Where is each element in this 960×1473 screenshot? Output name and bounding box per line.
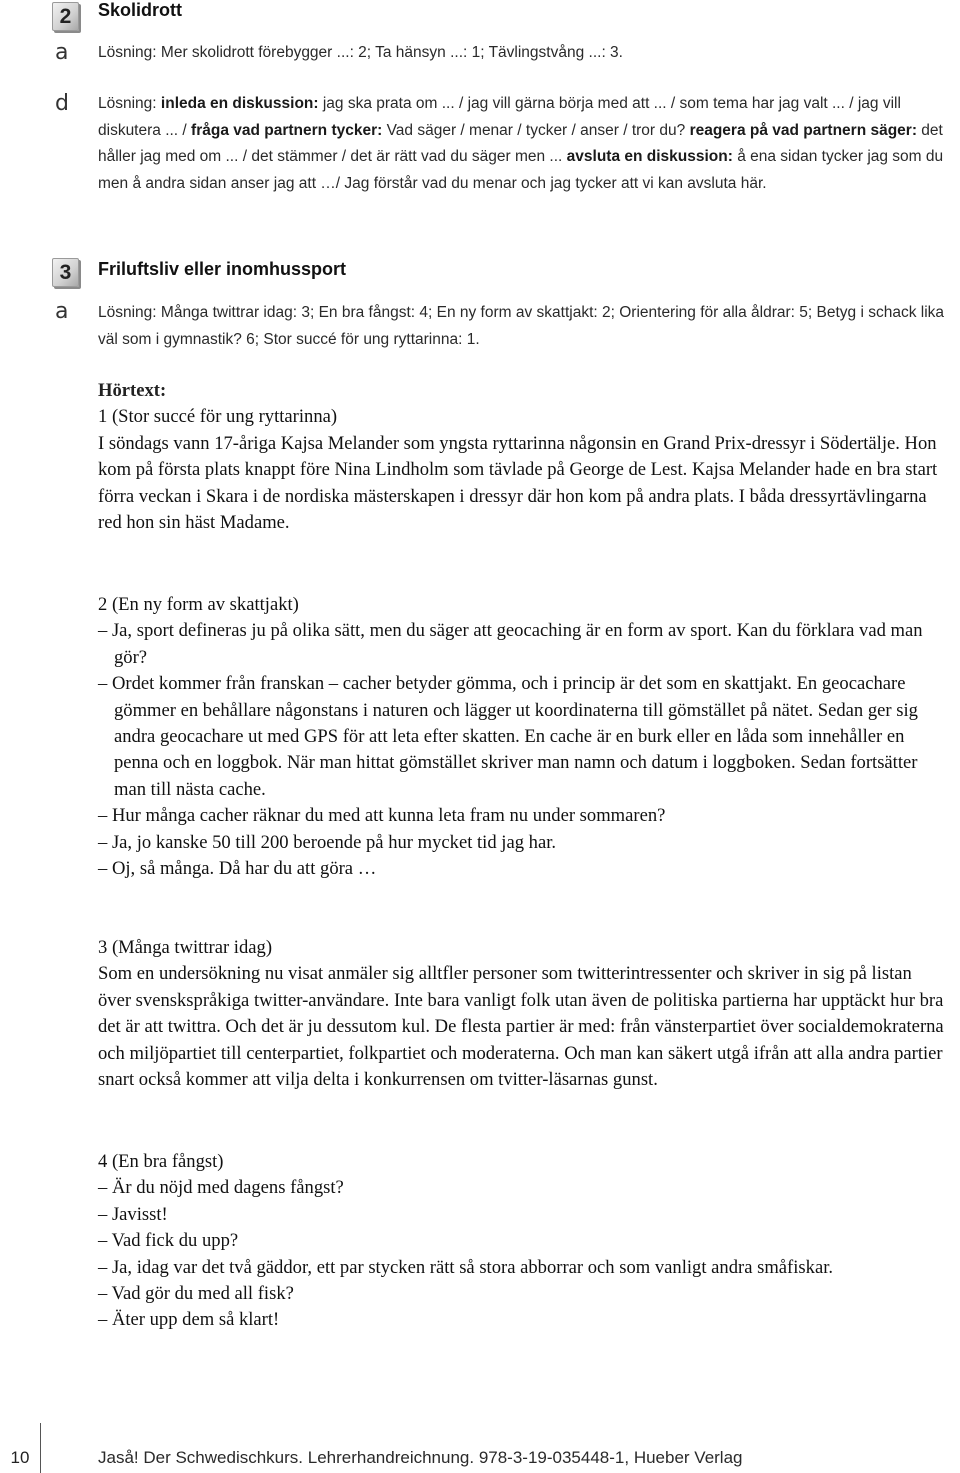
transcript-body: Som en undersökning nu visat anmäler sig alltfler personer som twitterintressenter och skriver in sig på listan över svenskspråkiga twitter-användare. Inte bara vanligt folk utan även de politiska partierna har upptäckt hur bra det är att twittra. Och det är ju dessutom kul. De flesta partier är med: från vänsterpartiet över socialdemokraterna och miljöpartiet till centerpartiet, folkpartiet och moderaterna. Och man kan säkert utgå ifrån att alla andra partier snart också kommer att vilja delta i konkurrensen om tvitter-läsarnas gunst. [98, 963, 944, 1091]
transcript-4 [98, 1149, 948, 1334]
phrase-text: jag ska prata om ... / jag vill gärna börja med att ... / som tema har jag valt ... / jag vill diskutera ... / [98, 95, 901, 139]
section-number-badge: 3 [52, 258, 79, 287]
solution-text: Lösning: Många twittrar idag: 3; En bra fångst: 4; En ny form av skattjakt: 2; Orientering för alla åldrar: 5; Betyg i schack lika väl som i gymnastik? 6; Stor succé för ung ryttarinna: 1. [98, 304, 945, 348]
section-number-badge: 2 [52, 2, 79, 31]
phrase-category-label: inleda en diskussion: [160, 95, 319, 112]
phrase-text: Lösning: [98, 95, 161, 112]
transcript-title: 1 (Stor succé för ung ryttarinna) [98, 406, 338, 428]
solution-text: Lösning: Mer skolidrott förebygger ...: 2; Ta hänsyn ...: 1; Tävlingstvång ...: 3. [98, 44, 623, 61]
dialogue-line: – Ordet kommer från franskan – cacher betyder gömma, och i princip är det som en skattjakt. En geocachare gömmer en behållare någonstans i naturen och lägger ut koordinaterna till gömstället på nätet. Sedan ger sig andra geocachare ut med GPS för att leta efter skatten. En cache är en burk eller en låda som innehåller en penna och en loggbok. När man hittat gömstället skriver man namn och datum i loggboken. Sedan fortsätter man till nästa cache. [98, 673, 918, 800]
transcript-title: 3 (Många twittrar idag) [98, 937, 273, 958]
phrase-category-label: avsluta en diskussion: [566, 148, 733, 165]
dialogue-line: – Hur många cacher räknar du med att kunna leta fram nu under sommaren? [98, 805, 666, 827]
hortext-heading: Hörtext: [98, 380, 167, 401]
dialogue-line: – Ja, sport defineras ju på olika sätt, men du säger att geocaching är en form av sport. Kan du förklara vad man gör? [98, 620, 923, 668]
phrase-text: det håller jag med om ... / det stämmer / det är rätt vad du säger men ... [98, 121, 943, 165]
dialogue-line: – Vad gör du med all fisk? [98, 1283, 294, 1305]
solution-phrases [98, 91, 960, 197]
dialogue-line: – Ja, idag var det två gäddor, ett par stycken rätt så stora abborrar och som vanligt andra småfiskar. [98, 1256, 834, 1278]
page-number: 10 [10, 1448, 30, 1467]
dialogue-line: – Är du nöjd med dagens fångst? [98, 1177, 344, 1199]
transcript-title: 4 (En bra fångst) [98, 1151, 224, 1172]
dialogue-line: – Vad fick du upp? [98, 1230, 239, 1252]
hortext-block [98, 378, 948, 536]
transcript-3 [98, 935, 948, 1093]
transcript-title: 2 (En ny form av skattjakt) [98, 594, 299, 615]
phrase-text: å ena sidan tycker jag som du men å andra sidan anser jag att …/ Jag förstår vad du menar och jag tycker att vi kan avsluta här. [98, 148, 944, 192]
dialogue-line: – Äter upp dem så klart! [98, 1309, 280, 1331]
task-letter: a [55, 40, 69, 65]
task-letter: d [55, 91, 69, 116]
section-title: Skolidrott [98, 0, 182, 20]
task-letter: a [55, 299, 69, 324]
phrase-text: Vad säger / menar / tycker / anser / tror du? [382, 121, 690, 139]
section-title: Friluftsliv eller inomhussport [98, 259, 347, 279]
dialogue-line: – Oj, så många. Då har du att göra … [98, 858, 377, 880]
phrase-category-label: fråga vad partnern tycker: [191, 121, 383, 139]
dialogue-line: – Ja, jo kanske 50 till 200 beroende på hur mycket tid jag har. [98, 831, 557, 853]
dialogue-line: – Javisst! [98, 1203, 168, 1225]
footer-citation: Jaså! Der Schwedischkurs. Lehrerhandreichnung. 978-3-19-035448-1, Hueber Verlag [98, 1448, 743, 1467]
footer-divider [40, 1423, 41, 1473]
phrase-category-label: reagera på vad partnern säger: [689, 121, 917, 139]
transcript-2 [98, 592, 948, 882]
transcript-body: I söndags vann 17-åriga Kajsa Melander som yngsta ryttarinna någonsin en Grand Prix-dressyr i Södertälje. Hon kom på första plats knappt före Nina Lindholm som tävlade på George de Lest. Kajsa Melander hade en bra start förra veckan i Skara i de nordiska mästerskapen i dressyr där hon kom på andra plats. I båda dressyrtävlingarna red hon sin häst Madame. [98, 432, 938, 534]
